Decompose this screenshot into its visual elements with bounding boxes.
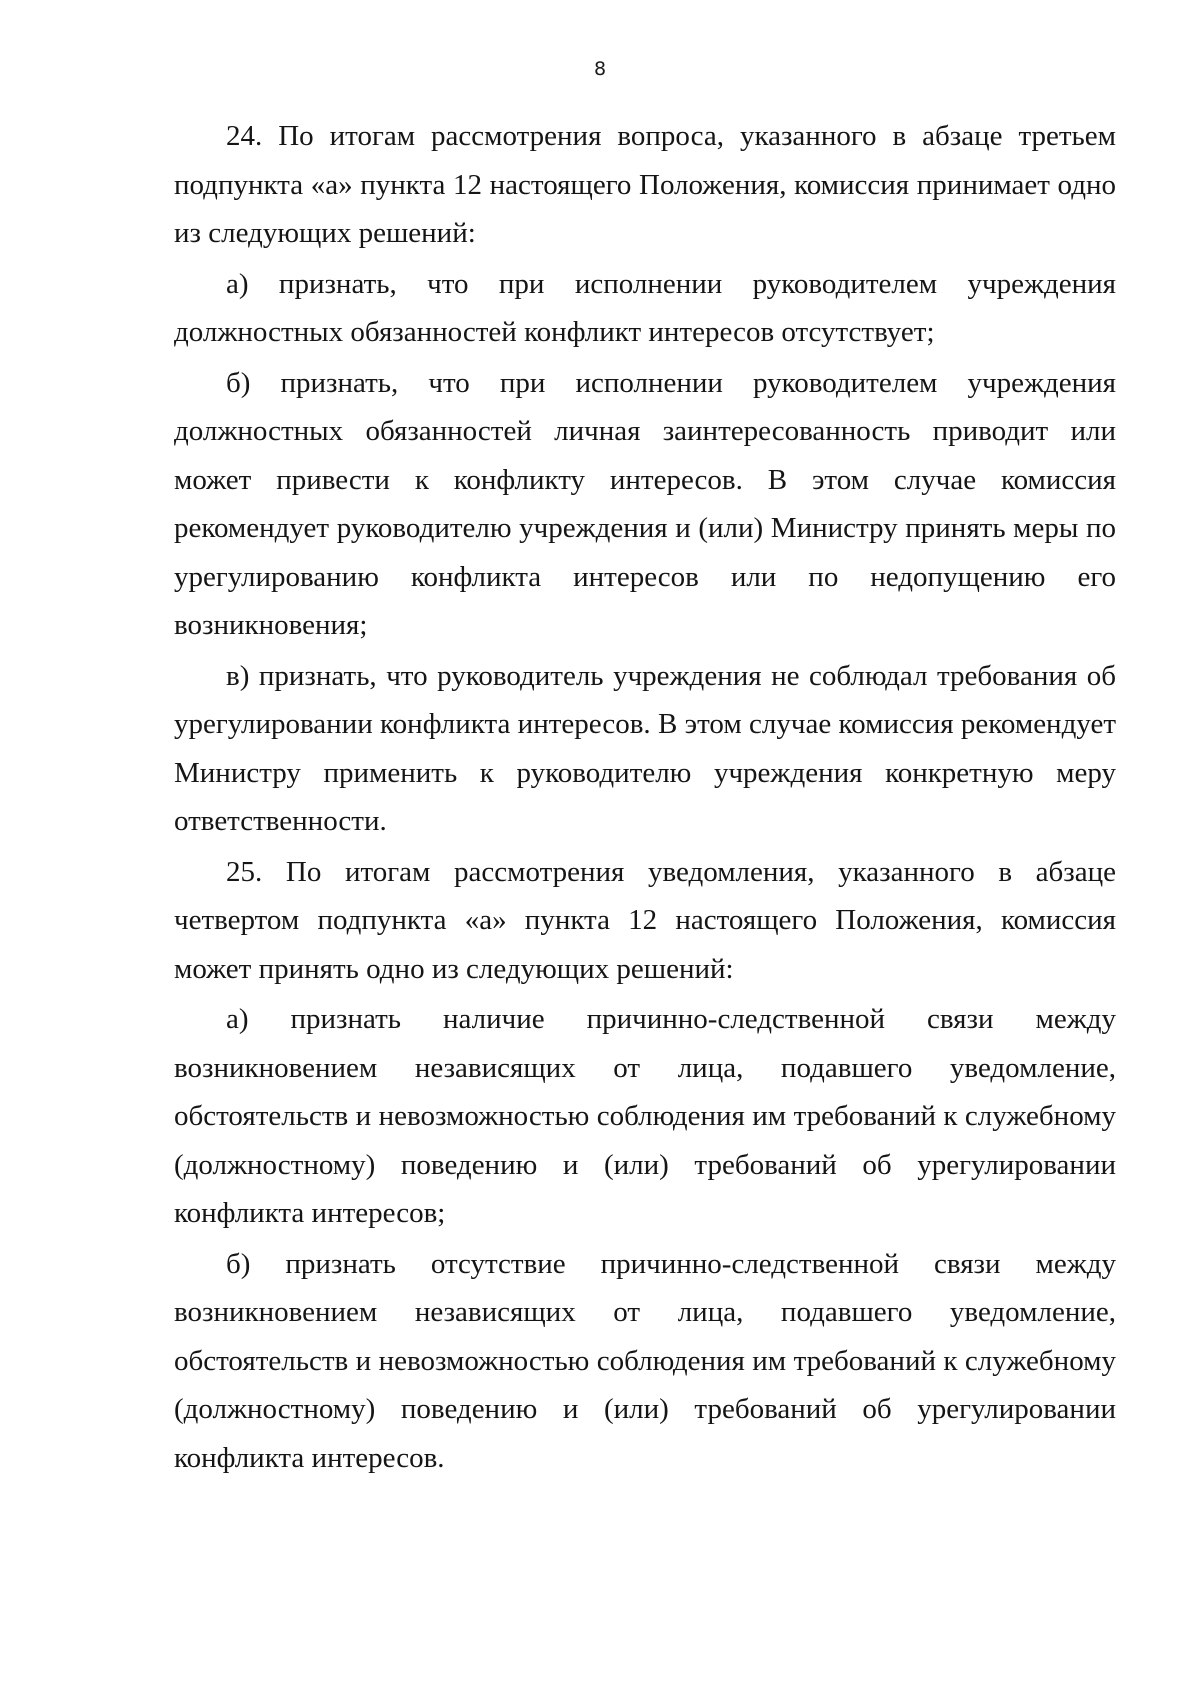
paragraph-25-b: б) признать отсутствие причинно-следственной связи между возникновением независящих от лица, подавшего уведомление, обстоятельств и невозможностью соблюдения им требований к служебному (должностному) поведению и (или) требований об урегулировании конфликта интересов. (174, 1247, 1116, 1474)
paragraph-24-v: в) признать, что руководитель учреждения не соблюдал требования об урегулировании конфликта интересов. В этом случае комиссия рекомендует Министру применить к руководителю учреждения конкретную меру ответственности. (174, 659, 1116, 837)
document-body (174, 112, 1116, 1484)
paragraph-24: 24. По итогам рассмотрения вопроса, указанного в абзаце третьем подпункта «а» пункта 12 настоящего Положения, комиссия принимает одно из следующих решений: (174, 120, 1116, 249)
paragraph-25: 25. По итогам рассмотрения уведомления, указанного в абзаце четвертом подпункта «а» пункта 12 настоящего Положения, комиссия может принять одно из следующих решений: (174, 855, 1116, 985)
paragraph-24-b: б) признать, что при исполнении руководителем учреждения должностных обязанностей личная заинтересованность приводит или может привести к конфликту интересов. В этом случае комиссия рекомендует руководителю учреждения и (или) Министру принять меры по урегулированию конфликта интересов или по недопущению его возникновения; (174, 366, 1116, 641)
paragraph-25-a: а) признать наличие причинно-следственной связи между возникновением независящих от лица, подавшего уведомление, обстоятельств и невозможностью соблюдения им требований к служебному (должностному) поведению и (или) требований об урегулировании конфликта интересов; (174, 1003, 1116, 1229)
page-number: 8 (593, 58, 607, 80)
paragraph-24-a: а) признать, что при исполнении руководителем учреждения должностных обязанностей конфликт интересов отсутствует; (174, 267, 1116, 348)
